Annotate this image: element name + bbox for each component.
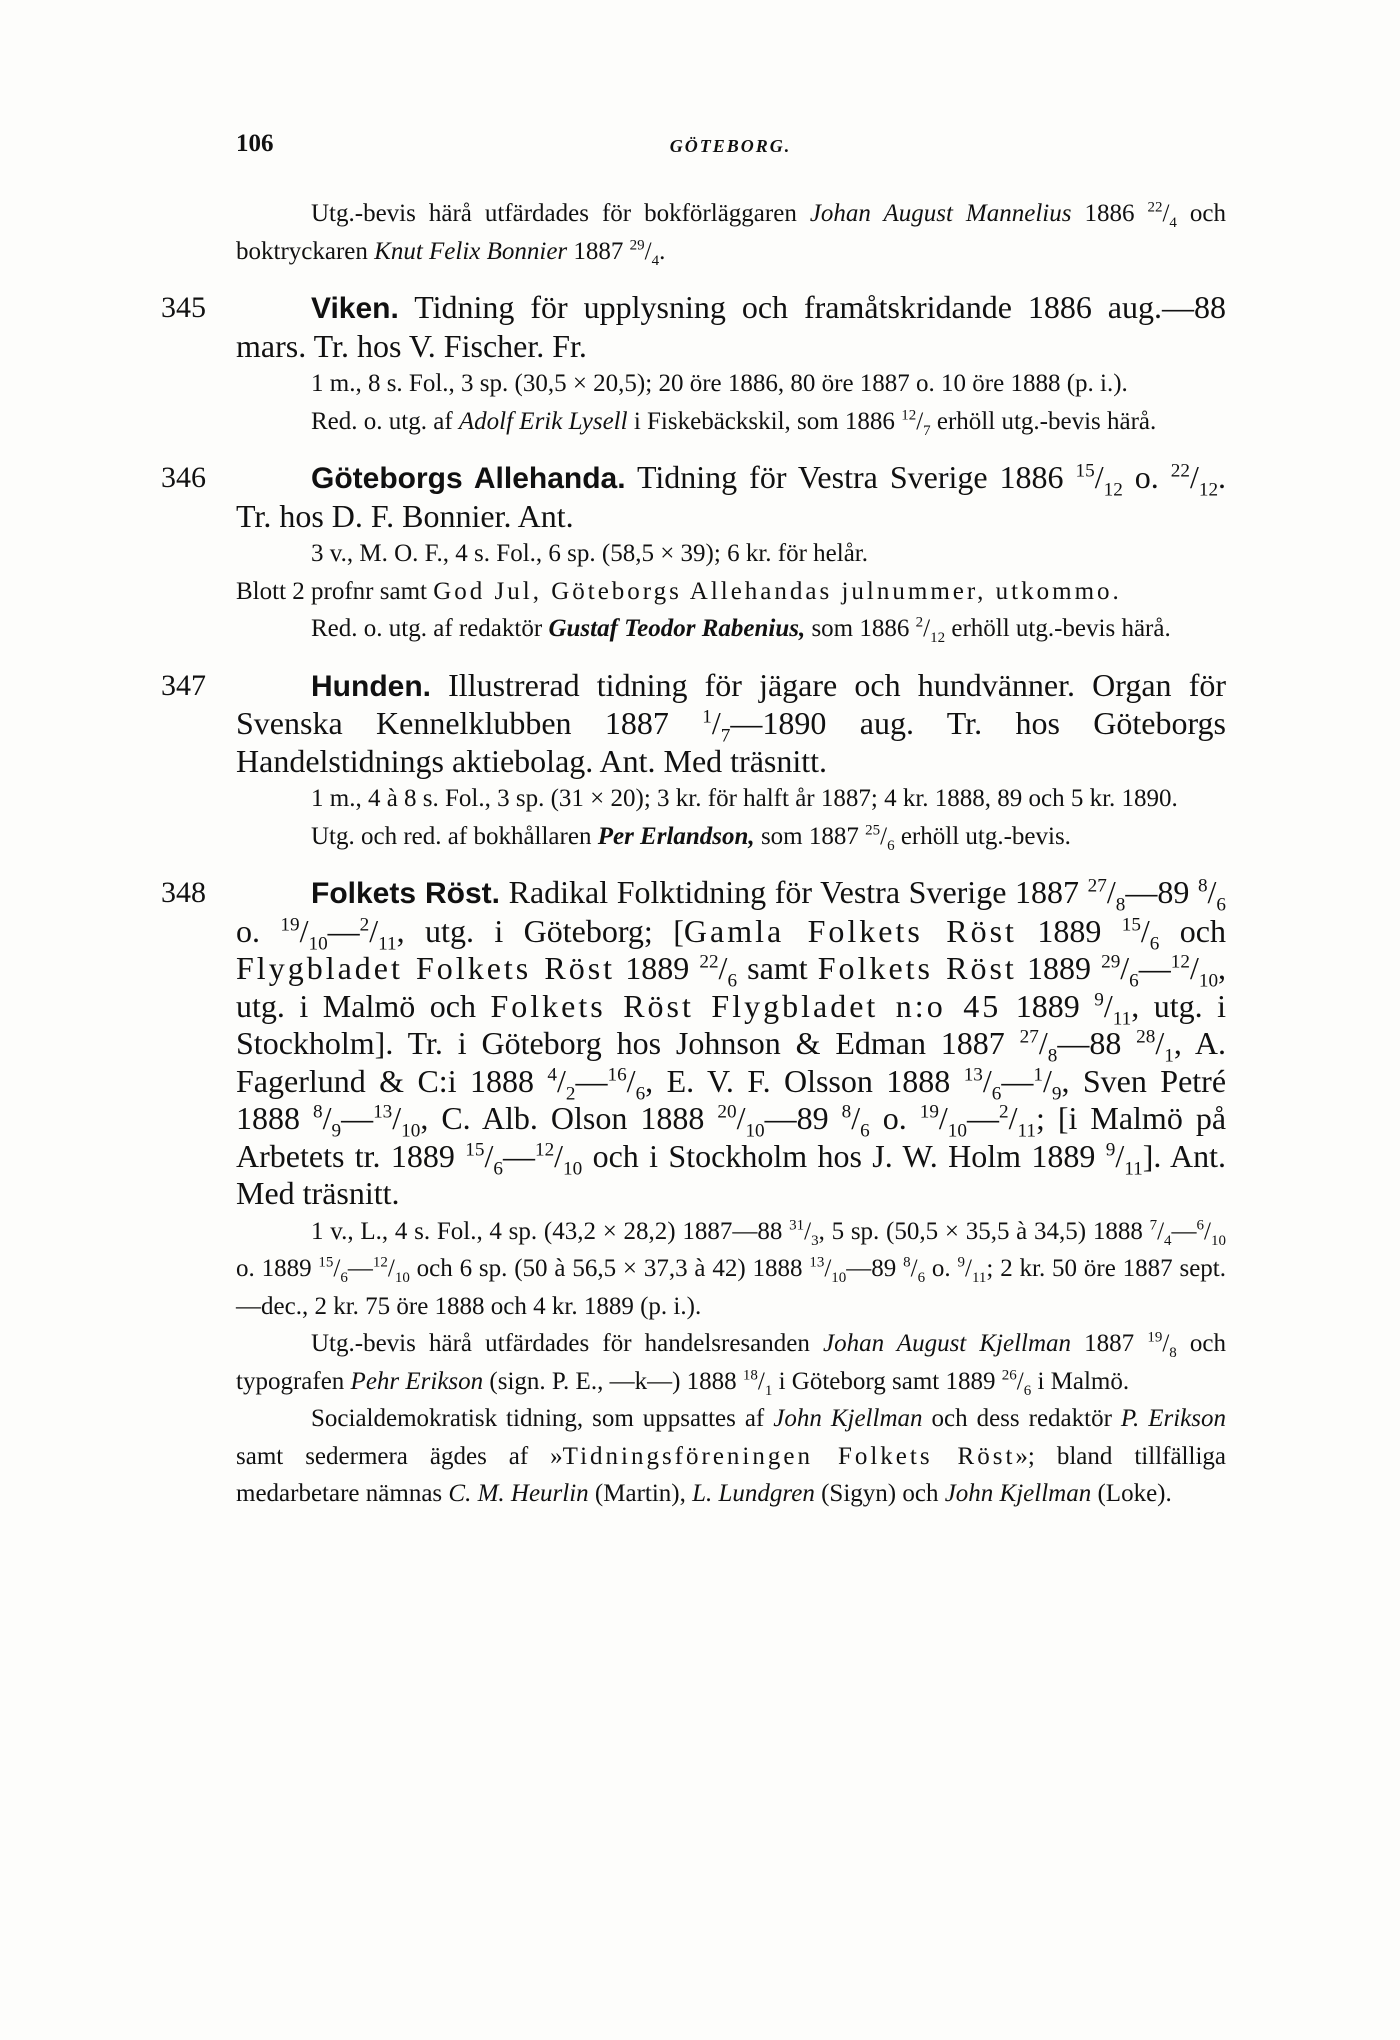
- spaced-text: God Jul, Göteborgs Allehandas julnummer, utkommo.: [433, 577, 1122, 605]
- date-month: 11: [378, 932, 397, 954]
- date-day: 19: [280, 913, 300, 935]
- date-day: 25: [865, 822, 881, 839]
- entry-number: 348: [161, 876, 206, 909]
- text: —: [327, 912, 360, 949]
- text: Red. o. utg. af redaktör: [311, 615, 549, 642]
- text: och: [1159, 912, 1226, 949]
- entry-title-line: [236, 289, 1226, 365]
- entry-editor: Red. o. utg. af redaktör Gustaf Teodor Rabenius, som 1886 $^2/_{12}$ erhöll utg.-bevis härå.: [311, 614, 1171, 646]
- date-day: 18: [742, 1367, 758, 1384]
- date-day: 7: [1149, 1217, 1158, 1234]
- text: samt: [737, 950, 818, 986]
- text: 1889: [1016, 950, 1102, 986]
- date-day: 13: [963, 1063, 983, 1085]
- text: (Martin),: [588, 1480, 693, 1507]
- person-name: John Kjellman: [773, 1405, 923, 1432]
- date-day: 22: [1147, 199, 1163, 216]
- running-title: GÖTEBORG.: [669, 136, 792, 156]
- spaced-text: Tidningsföreningen Folkets Röst: [562, 1442, 1016, 1470]
- text: , utg. i Stockholm]. Tr. i Göteborg hos Johnson & Edman 1887: [236, 987, 1227, 1061]
- date-day: 13: [373, 1101, 393, 1123]
- person-name: Knut Felix Bonnier: [374, 237, 568, 265]
- date-day: 4: [547, 1063, 557, 1085]
- text: —: [966, 1100, 999, 1136]
- entry-details: 3 v., M. O. F., 4 s. Fol., 6 sp. (58,5 × 39); 6 kr. för helår.: [311, 540, 868, 567]
- text: o.: [925, 1255, 958, 1282]
- entry-348: [161, 874, 1227, 1513]
- text: Utg.-bevis härå utfärdades för bokförläggaren: [311, 200, 810, 227]
- text: —: [502, 1137, 535, 1174]
- date-month: 11: [1017, 1120, 1036, 1142]
- person-name: P. Erikson: [1120, 1405, 1226, 1432]
- text: som 1886: [805, 615, 916, 642]
- date-month: 10: [947, 1120, 967, 1142]
- person-name: Johan August Mannelius: [809, 200, 1072, 227]
- date-day: 22: [1170, 460, 1190, 482]
- entry-details: 1 m., 8 s. Fol., 3 sp. (30,5 × 20,5); 20 öre 1886, 80 öre 1887 o. 10 öre 1888 (p. i.).: [311, 370, 1128, 397]
- date-month: 6: [635, 1082, 646, 1104]
- text: , 5 sp. (50,5 × 35,5 à 34,5) 1888: [818, 1217, 1150, 1245]
- text: och boktryckaren: [236, 200, 1226, 265]
- date-day: 13: [809, 1254, 825, 1271]
- text: —: [1138, 950, 1171, 986]
- person-name: Pehr Erikson: [350, 1367, 484, 1395]
- spaced-title: Folkets Röst Flygbladet n:o 45: [490, 987, 1002, 1024]
- date-day: 15: [1121, 913, 1141, 935]
- date-day: 16: [607, 1063, 627, 1085]
- person-name: John Kjellman: [944, 1480, 1092, 1507]
- date-month: 10: [831, 1270, 847, 1286]
- text: ; [i Malmö på Arbetets tr. 1889: [236, 1100, 1227, 1174]
- date-month: 9: [1051, 1082, 1062, 1104]
- date-day: 8: [1197, 875, 1208, 897]
- text: Illustrerad tidning för jägare och hundvänner. Organ för Svenska Kennelklubben 1887: [236, 666, 1226, 741]
- date-day: 2: [998, 1101, 1009, 1123]
- date-month: 11: [971, 1270, 987, 1286]
- date-day: 8: [903, 1254, 911, 1271]
- text: —89: [1125, 874, 1198, 910]
- text: —1890 aug. Tr. hos Göteborgs Handelstidnings aktiebolag. Ant. Med träsnitt.: [236, 705, 1227, 779]
- date-month: 6: [1129, 970, 1139, 992]
- text: 1889: [1001, 987, 1095, 1024]
- page-number: 106: [236, 130, 274, 157]
- date-month: 10: [394, 1270, 410, 1286]
- date-day: 29: [1101, 951, 1121, 973]
- date-day: 1: [1033, 1063, 1043, 1085]
- text: . Tr. hos D. F. Bonnier. Ant.: [236, 459, 1227, 534]
- date-day: 19: [919, 1101, 939, 1123]
- spaced-title: Gamla Folkets Röst: [683, 912, 1017, 949]
- date-day: 1: [702, 706, 712, 728]
- date-month: 6: [493, 1157, 503, 1179]
- date-month: 8: [1115, 894, 1126, 916]
- text: och typografen: [236, 1330, 1226, 1395]
- text: , C. Alb. Olson 1888: [420, 1100, 718, 1136]
- text: —: [1171, 1217, 1197, 1245]
- text: , utg. i Malmö och: [236, 950, 1227, 1024]
- text: o. 1889: [236, 1255, 319, 1282]
- text: Utg. och red. af bokhållaren: [311, 822, 598, 850]
- date-month: 2: [565, 1082, 576, 1104]
- text: 1889: [1016, 912, 1122, 949]
- date-day: 9: [957, 1254, 966, 1271]
- date-month: 6: [727, 970, 738, 992]
- date-month: 6: [991, 1082, 1002, 1104]
- text: i Göteborg samt 1889: [772, 1367, 1002, 1395]
- text: , Sven Petré 1888: [236, 1062, 1227, 1136]
- text: och 6 sp. (50 à 56,5 × 37,3 à 42) 1888: [409, 1255, 810, 1282]
- entry-number: 346: [161, 461, 206, 494]
- date-day: 28: [1136, 1026, 1156, 1048]
- person-name: Per Erlandson,: [597, 822, 755, 850]
- date-month: 4: [1164, 1232, 1172, 1249]
- text: samt sedermera ägdes af »: [236, 1442, 563, 1470]
- entry-heading: Viken.: [311, 292, 399, 325]
- text: o.: [1122, 459, 1171, 495]
- date-day: 31: [789, 1217, 805, 1234]
- text: ; 2 kr. 50 öre 1887 sept.—dec., 2 kr. 75 öre 1888 och 4 kr. 1889 (p. i.).: [236, 1255, 1227, 1320]
- date-day: 20: [717, 1101, 737, 1123]
- date-month: 11: [1112, 1007, 1132, 1029]
- text: som 1887: [754, 822, 866, 850]
- text: Blott 2 profnr samt: [236, 577, 434, 605]
- date-month: 6: [887, 837, 895, 854]
- entry-details: 1 m., 4 à 8 s. Fol., 3 sp. (31 × 20); 3 kr. för halft år 1887; 4 kr. 1888, 89 och 5 kr. 1890.: [311, 785, 1178, 812]
- date-day: 22: [699, 951, 719, 973]
- entry-number: 347: [161, 668, 206, 702]
- date-day: 27: [1019, 1026, 1039, 1048]
- date-month: 6: [340, 1270, 348, 1286]
- person-name: Gustaf Teodor Rabenius,: [548, 615, 806, 642]
- date-day: 12: [901, 407, 917, 424]
- text: —88: [1057, 1025, 1137, 1061]
- date-day: 2: [359, 913, 370, 935]
- text: , utg. i Göteborg; [: [396, 912, 684, 949]
- date-month: 6: [1216, 894, 1227, 916]
- text: erhöll utg.-bevis.: [894, 822, 1071, 850]
- text: 1 v., L., 4 s. Fol., 4 sp. (43,2 × 28,2) 1887—88: [311, 1217, 790, 1245]
- date-month: 10: [1198, 970, 1219, 992]
- entry-publishers: Utg.-bevis härå utfärdades för handelsresanden Johan August Kjellman 1887 $^{19}/_8$ och typografen Pehr Erikson (sign. P. E., —k—) 1888 $^{18}/_1$ i Göteborg samt 1889 $^{26}/_6$ i Malmö.: [236, 1329, 1226, 1399]
- text: (Sigyn) och: [814, 1480, 945, 1507]
- text: (Loke).: [1091, 1480, 1172, 1507]
- text: (sign. P. E., —k—) 1888: [483, 1367, 743, 1395]
- date-day: 12: [534, 1138, 555, 1160]
- person-name: Johan August Kjellman: [823, 1330, 1072, 1357]
- date-month: 6: [1023, 1382, 1032, 1399]
- person-name: Adolf Erik Lysell: [458, 407, 628, 435]
- date-day: 15: [1075, 460, 1095, 482]
- text: —: [1001, 1062, 1034, 1099]
- text: i Malmö.: [1031, 1367, 1130, 1395]
- date-day: 29: [629, 237, 645, 254]
- text: —89: [846, 1255, 904, 1282]
- date-month: 10: [308, 932, 328, 954]
- text: Red. o. utg. af: [311, 407, 459, 435]
- date-day: 12: [1170, 951, 1190, 973]
- entry-editor: Red. o. utg. af Adolf Erik Lysell i Fiskebäckskil, som 1886 $^{12}/_7$ erhöll utg.-bevis härå.: [311, 407, 1157, 439]
- entry-346: [161, 459, 1227, 648]
- date-month: 7: [720, 725, 731, 747]
- date-day: 26: [1001, 1367, 1017, 1384]
- text: Utg.-bevis härå utfärdades för handelsresanden: [311, 1330, 824, 1357]
- date-day: 6: [1196, 1217, 1205, 1234]
- text: —: [341, 1100, 374, 1136]
- entry-remark: [236, 573, 1226, 611]
- date-month: 6: [1149, 932, 1160, 954]
- text: 1887: [1071, 1330, 1148, 1357]
- text: , A. Fagerlund & C:i 1888: [236, 1025, 1227, 1099]
- text: , E. V. F. Olsson 1888: [645, 1062, 964, 1099]
- text: 1887: [567, 237, 630, 265]
- page-header: [236, 130, 1225, 170]
- entry-number: 345: [161, 291, 206, 324]
- text: o.: [236, 912, 281, 949]
- text: —: [347, 1255, 373, 1282]
- date-month: 10: [401, 1120, 421, 1142]
- text: —: [575, 1062, 608, 1099]
- date-month: 9: [331, 1120, 342, 1142]
- text: —89: [764, 1100, 842, 1136]
- text: erhöll utg.-bevis härå.: [930, 407, 1157, 435]
- date-day: 27: [1087, 875, 1107, 897]
- date-month: 7: [923, 422, 931, 439]
- date-month: 6: [860, 1120, 870, 1142]
- entry-title-line: Hunden. Illustrerad tidning för jägare och hundvänner. Organ för Svenska Kennelklubben 1887 $^1/_7—1890$ aug. Tr. hos Göteborgs Handelstidnings aktiebolag. Ant. Med träsnitt.: [236, 666, 1227, 779]
- text: .: [659, 237, 666, 265]
- text: 1889: [615, 950, 700, 986]
- entry-heading: Göteborgs Allehanda.: [311, 462, 626, 495]
- date-day: 19: [1147, 1329, 1163, 1346]
- date-day: 15: [318, 1254, 334, 1271]
- entry-details: 1 v., L., 4 s. Fol., 4 sp. (43,2 × 28,2) 1887—88 $^{31}/_3$, 5 sp. (50,5 × 35,5 à 34,5) 1888 $^7/_4—^6/_{10}$ o. 1889 $^{15}/_6—^{12}/_{10}$ och 6 sp. (50 à 56,5 × 37,3 à 42) 1888 $^{13}/_{10}—89$ $^8/_6$ o. $^9/_{11}$; 2 kr. 50 öre 1887 sept.—dec., 2 kr. 75 öre 1888 och 4 kr. 1889 (p. i.).: [236, 1217, 1227, 1320]
- date-day: 9: [1094, 988, 1104, 1010]
- date-month: 10: [1211, 1232, 1226, 1249]
- entry-editor: Utg. och red. af bokhållaren Per Erlandson, som 1887 $^{25}/_6$ erhöll utg.-bevis.: [311, 822, 1071, 854]
- date-month: 4: [1169, 215, 1177, 231]
- text: ]. Ant. Med träsnitt.: [236, 1137, 1227, 1211]
- entry-heading: Folkets Röst.: [311, 877, 500, 910]
- date-month: 11: [1124, 1157, 1143, 1179]
- date-day: 15: [465, 1138, 485, 1160]
- text: och dess redaktör: [922, 1405, 1121, 1432]
- date-day: 2: [915, 614, 924, 631]
- continuation-note: Utg.-bevis härå utfärdades för bokförläggaren Johan August Mannelius 1886 $^{22}/_4$ och boktryckaren Knut Felix Bonnier 1887 $^{29}/_4$.: [236, 199, 1226, 269]
- date-month: 1: [1164, 1045, 1174, 1067]
- entry-title-line: Göteborgs Allehanda. Tidning för Vestra Sverige 1886 $^{15}/_{12}$ o. $^{22}/_{12}$. Tr. hos D. F. Bonnier. Ant.: [236, 459, 1227, 534]
- date-month: 10: [745, 1120, 765, 1142]
- entry-345: [161, 289, 1226, 440]
- date-month: 3: [811, 1232, 819, 1249]
- date-month: 12: [930, 630, 946, 646]
- spaced-title: Flygbladet Folkets Röst: [236, 950, 616, 986]
- person-name: C. M. Heurlin: [448, 1480, 589, 1507]
- date-month: 12: [1103, 479, 1123, 501]
- entry-347: [161, 666, 1227, 856]
- entry-description: Tidning för upplysning och framåtskridande 1886 aug.—88 mars. Tr. hos V. Fischer. Fr.: [236, 289, 1226, 364]
- date-month: 10: [563, 1157, 583, 1179]
- date-month: 8: [1169, 1345, 1177, 1361]
- date-day: 9: [1105, 1138, 1116, 1160]
- date-day: 12: [372, 1254, 388, 1271]
- text: o.: [869, 1100, 920, 1136]
- text: »; bland tillfälliga medarbetare nämnas: [236, 1442, 1226, 1507]
- text: Tidning för Vestra Sverige 1886: [625, 459, 1076, 495]
- date-month: 12: [1198, 479, 1219, 501]
- text: Radikal Folktidning för Vestra Sverige 1887: [499, 874, 1088, 910]
- date-day: 8: [313, 1101, 323, 1123]
- date-month: 4: [651, 252, 660, 269]
- entry-heading: Hunden.: [311, 669, 431, 703]
- page-body: [161, 195, 1227, 1513]
- date-month: 6: [917, 1270, 926, 1286]
- text: och i Stockholm hos J. W. Holm 1889: [582, 1137, 1106, 1174]
- date-month: 8: [1047, 1045, 1058, 1067]
- date-month: 1: [764, 1382, 773, 1399]
- date-day: 8: [841, 1101, 852, 1123]
- entry-summary: [236, 1400, 1226, 1513]
- entry-title-line: Folkets Röst. Radikal Folktidning för Vestra Sverige 1887 $^{27}/_8—89$ $^8/_6$ o. $^{19}/_{10}—^2/_{11}$, utg. i Göteborg; [Gamla Folkets Röst 1889 $^{15}/_6$ och Flygbladet Folkets Röst 1889 $^{22}/_6$ samt Folkets Röst 1889 $^{29}/_6—^{12}/_{10}$, utg. i Malmö och Folkets Röst Flygbladet n:o 45 1889 $^9/_{11}$, utg. i Stockholm]. Tr. i Göteborg hos Johnson & Edman 1887 $^{27}/_8—88$ $^{28}/_1$, A. Fagerlund & C:i 1888 $^4/_2—^{16}/_6$, E. V. F. Olsson 1888 $^{13}/_6—^1/_9$, Sven Petré 1888 $^8/_9—^{13}/_{10}$, C. Alb. Olson 1888 $^{20}/_{10}—89$ $^8/_6$ o. $^{19}/_{10}—^2/_{11}$; [i Malmö på Arbetets tr. 1889 $^{15}/_6—^{12}/_{10}$ och i Stockholm hos J. W. Holm 1889 $^9/_{11}$]. Ant. Med träsnitt.: [236, 874, 1227, 1211]
- person-name: L. Lundgren: [692, 1480, 815, 1507]
- text: 1886: [1071, 200, 1148, 227]
- spaced-title: Folkets Röst: [817, 950, 1017, 986]
- text: erhöll utg.-bevis härå.: [945, 615, 1171, 642]
- text: i Fiskebäckskil, som 1886: [627, 407, 902, 435]
- text: Socialdemokratisk tidning, som uppsattes af: [311, 1405, 774, 1432]
